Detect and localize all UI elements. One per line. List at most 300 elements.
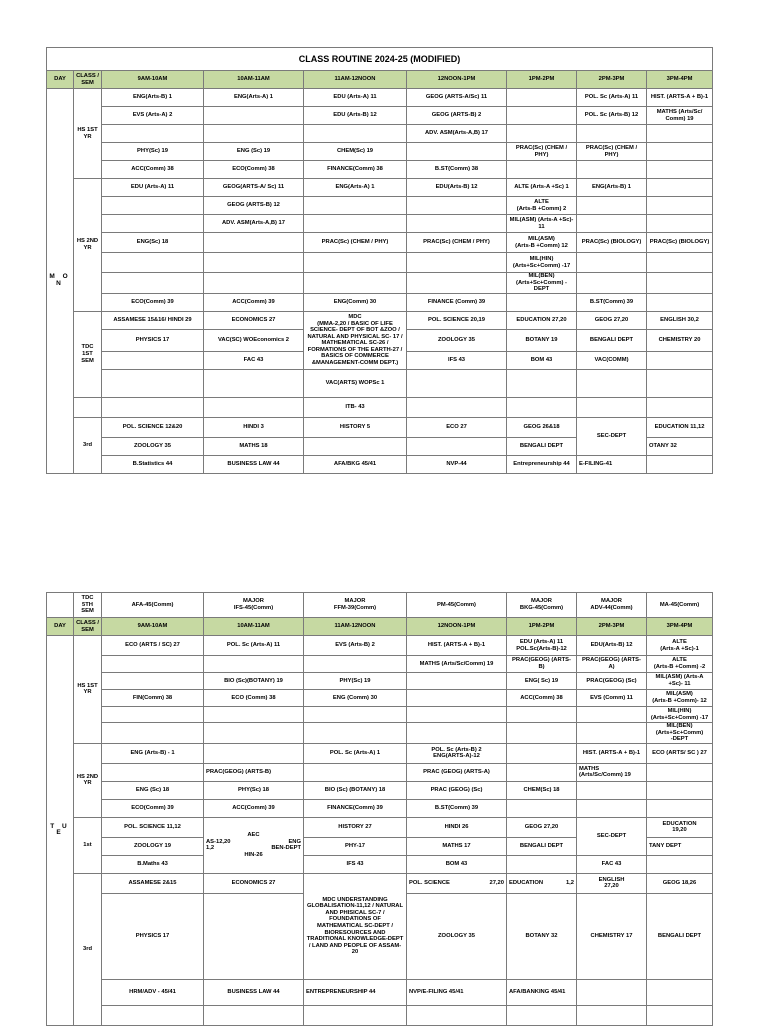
cell: PHY-17	[304, 837, 407, 855]
cell: PHYSICS 17	[102, 329, 204, 351]
cell	[577, 397, 647, 417]
cell: MAJOR BKG-45(Comm)	[507, 593, 577, 618]
cell: ENG(Arts-B) 1	[102, 89, 204, 107]
cell: MAJOR FFM-39(Comm)	[304, 593, 407, 618]
cell: IFS 43	[304, 855, 407, 873]
header-slot: 11AM-12NOON	[304, 618, 407, 636]
cell: FINANCE(Comm) 39	[304, 799, 407, 817]
table-row	[47, 636, 713, 656]
cell	[507, 397, 577, 417]
cell	[407, 723, 507, 744]
cell: ECO 27	[407, 417, 507, 437]
cell: EVS (Comm) 11	[577, 690, 647, 707]
cell	[102, 1005, 204, 1025]
cell	[304, 723, 407, 744]
cell: HIST. (ARTS-A + B)-1	[647, 89, 713, 107]
cell	[204, 369, 304, 397]
cell: AFA-45(Comm)	[102, 593, 204, 618]
header-day: DAY	[47, 71, 74, 89]
cell: FAC 43	[204, 351, 304, 369]
cell: ECONOMICS 27	[204, 311, 304, 329]
monday-routine-table	[46, 47, 713, 474]
cell	[577, 723, 647, 744]
cell	[204, 253, 304, 273]
cell: BENGALI DEPT	[507, 837, 577, 855]
cell: ZOOLOGY 35	[102, 437, 204, 455]
table-row	[47, 979, 713, 1005]
cell	[407, 143, 507, 161]
cell: MIL(ASM) (Arts-B +Comm)- 12	[647, 690, 713, 707]
table-row	[47, 143, 713, 161]
cell	[204, 893, 304, 979]
cell	[407, 873, 507, 893]
cell	[507, 707, 577, 723]
cell: ITB- 43	[304, 397, 407, 417]
cell: BUSINESS LAW 44	[204, 455, 304, 473]
cell: MATHS (Arts/Sc/Comm) 19	[577, 763, 647, 781]
cell	[507, 1005, 577, 1025]
cell: BUSINESS LAW 44	[204, 979, 304, 1005]
cell	[647, 293, 713, 311]
cell	[204, 273, 304, 294]
cell: MIL(ASM) (Arts-A +Sc)- 11	[507, 215, 577, 233]
cell: PRAC(Sc) (CHEM / PHY)	[304, 233, 407, 253]
cell: ECO(Comm) 39	[102, 799, 204, 817]
cell: ACC(Comm) 39	[204, 293, 304, 311]
class-label: TDC 5TH SEM	[74, 593, 102, 618]
cell: B.ST(Comm) 39	[407, 799, 507, 817]
cell: BENGALI DEPT	[577, 329, 647, 351]
header-slot: 1PM-2PM	[507, 71, 577, 89]
cell: MATHS (Arts/Sc/Comm) 19	[407, 656, 507, 673]
cell	[304, 1005, 407, 1025]
aec-value: HIN-26	[244, 851, 263, 858]
table-row	[47, 690, 713, 707]
cell	[74, 397, 102, 417]
table-row	[47, 417, 713, 437]
cell	[507, 743, 577, 763]
table-row	[47, 89, 713, 107]
cell: ACC(Comm) 38	[102, 161, 204, 179]
cell	[577, 799, 647, 817]
table-row	[47, 723, 713, 744]
cell: MIL(HIN) (Arts+Sc+Comm) -17	[647, 707, 713, 723]
table-row	[47, 656, 713, 673]
cell: MIL(ASM) (Arts-B +Comm) 12	[507, 233, 577, 253]
table-row	[47, 293, 713, 311]
cell	[577, 215, 647, 233]
table-row	[47, 161, 713, 179]
cell: PHYSICS 17	[102, 893, 204, 979]
table-row	[47, 273, 713, 294]
cell: ASSAMESE 2&15	[102, 873, 204, 893]
cell: PHY(Sc) 19	[304, 673, 407, 690]
cell: ALTE (Arts-A +Sc)-1	[647, 636, 713, 656]
cell: VAC(SC) WOEconomics 2	[204, 329, 304, 351]
cell-text: 27,20	[489, 879, 504, 886]
cell	[102, 763, 204, 781]
cell: BIO (Sc) (BOTANY) 18	[304, 781, 407, 799]
cell: ASSAMESE 15&16/ HINDI 29	[102, 311, 204, 329]
cell: EDU (Arts-A) 11 POL.Sc(Arts-B)-12	[507, 636, 577, 656]
table-row	[47, 763, 713, 781]
cell	[507, 293, 577, 311]
cell: POL. Sc (Arts-A) 11	[204, 636, 304, 656]
cell	[102, 351, 204, 369]
cell	[647, 179, 713, 197]
cell: FINANCE (Comm) 39	[407, 293, 507, 311]
cell: EDU (Arts-A) 11	[102, 179, 204, 197]
cell	[407, 690, 507, 707]
cell	[647, 143, 713, 161]
cell: IFS 43	[407, 351, 507, 369]
cell	[577, 369, 647, 397]
cell-text: 1,2	[565, 879, 574, 886]
cell: AFA/BANKING 45/41	[507, 979, 577, 1005]
cell	[577, 197, 647, 215]
table-row	[47, 197, 713, 215]
cell: ENG(Sc) 18	[102, 233, 204, 253]
header-slot: 10AM-11AM	[204, 71, 304, 89]
cell: VAC(ARTS) WOPSc 1	[304, 369, 407, 397]
class-label: 1st	[74, 817, 102, 873]
cell: MIL(BEN) (Arts+Sc+Comm) -DEPT	[507, 273, 577, 294]
cell	[647, 799, 713, 817]
cell	[577, 125, 647, 143]
cell	[204, 707, 304, 723]
cell: CHEM(Sc) 18	[507, 781, 577, 799]
cell: PRAC(Sc) (CHEM / PHY)	[577, 143, 647, 161]
table-row	[47, 215, 713, 233]
cell: ALTE (Arts-A +Sc) 1	[507, 179, 577, 197]
cell-text: POL. SCIENCE	[409, 879, 450, 886]
cell: GEOG (ARTS-B) 2	[407, 107, 507, 125]
table-row	[47, 369, 713, 397]
cell: VAC(COMM)	[577, 351, 647, 369]
cell	[204, 125, 304, 143]
cell: ALTE (Arts-B +Comm) 2	[507, 197, 577, 215]
cell: ENG (Arts-B) - 1	[102, 743, 204, 763]
cell: ENGLISH 27,20	[577, 873, 647, 893]
cell	[507, 873, 577, 893]
cell	[577, 707, 647, 723]
table-row	[47, 253, 713, 273]
cell	[204, 723, 304, 744]
cell	[507, 763, 577, 781]
cell	[507, 723, 577, 744]
header-slot: 12NOON-1PM	[407, 71, 507, 89]
cell	[647, 369, 713, 397]
cell	[507, 107, 577, 125]
page-title: CLASS ROUTINE 2024-25 (MODIFIED)	[47, 48, 713, 71]
cell: ENG (Comm) 30	[304, 690, 407, 707]
cell	[102, 397, 204, 417]
cell: POL. Sc (Arts-A) 11	[577, 89, 647, 107]
cell: POL. Sc (Arts-B) 12	[577, 107, 647, 125]
cell	[647, 197, 713, 215]
cell: ZOOLOGY 35	[407, 329, 507, 351]
cell	[577, 979, 647, 1005]
table-row	[47, 817, 713, 837]
cell: B.ST(Comm) 38	[407, 161, 507, 179]
cell: ENG(Comm) 30	[304, 293, 407, 311]
header-slot: 9AM-10AM	[102, 71, 204, 89]
cell: ECO(Comm) 39	[102, 293, 204, 311]
table-row	[47, 397, 713, 417]
cell	[647, 161, 713, 179]
cell: ZOOLOGY 35	[407, 893, 507, 979]
header-slot: 10AM-11AM	[204, 618, 304, 636]
header-day: DAY	[47, 618, 74, 636]
cell: MIL(ASM) (Arts-A +Sc)- 11	[647, 673, 713, 690]
cell	[407, 253, 507, 273]
aec-value: BEN-DEPT	[271, 845, 301, 852]
day-label: T U E	[47, 636, 74, 1026]
header-slot: 2PM-3PM	[577, 618, 647, 636]
table-row	[47, 673, 713, 690]
cell	[407, 437, 507, 455]
header-slot: 3PM-4PM	[647, 618, 713, 636]
cell	[102, 656, 204, 673]
cell: ENG(Arts-A) 1	[204, 89, 304, 107]
cell: ADV. ASM(Arts-A,B) 17	[204, 215, 304, 233]
cell: B.Maths 43	[102, 855, 204, 873]
cell: MATHS 18	[204, 437, 304, 455]
cell	[407, 197, 507, 215]
cell: ECO (Comm) 38	[204, 690, 304, 707]
cell: GEOG(ARTS-A/ Sc) 11	[204, 179, 304, 197]
cell: MAJOR IFS-45(Comm)	[204, 593, 304, 618]
cell: BENGALI DEPT	[647, 893, 713, 979]
cell: MIL(BEN) (Arts+Sc+Comm) -DEPT	[647, 723, 713, 744]
header-slot: 12NOON-1PM	[407, 618, 507, 636]
class-label: HS 1ST YR	[74, 89, 102, 179]
cell: EDU (Arts-A) 11	[304, 89, 407, 107]
cell	[407, 1005, 507, 1025]
cell: PRAC(GEOG) (Sc)	[577, 673, 647, 690]
cell: GEOG 26&18	[507, 417, 577, 437]
table-row	[47, 455, 713, 473]
cell: EVS (Arts-B) 2	[304, 636, 407, 656]
cell: EDUCATION 19,20	[647, 817, 713, 837]
cell: ENG(Arts-B) 1	[577, 179, 647, 197]
cell: BOTANY 32	[507, 893, 577, 979]
table-row	[47, 107, 713, 125]
cell: HRM/ADV - 45/41	[102, 979, 204, 1005]
cell	[304, 215, 407, 233]
cell	[204, 107, 304, 125]
class-label: HS 1ST YR	[74, 636, 102, 744]
cell: BIO (Sc)(BOTANY) 19	[204, 673, 304, 690]
cell: HISTORY 5	[304, 417, 407, 437]
cell	[647, 125, 713, 143]
cell	[304, 273, 407, 294]
aec-value: ENG	[288, 838, 301, 845]
cell	[102, 215, 204, 233]
cell	[204, 233, 304, 253]
cell	[507, 89, 577, 107]
table-row	[47, 873, 713, 893]
cell: ENG( Sc) 19	[507, 673, 577, 690]
cell	[507, 125, 577, 143]
header-slot: 2PM-3PM	[577, 71, 647, 89]
cell: EDU(Arts-B) 12	[577, 636, 647, 656]
mdc-cell: MDC UNDERSTANDING GLOBALISATION-11,12 / NATURAL AND PHISICAL SC-7 / FOUNDATIONS OF MATHEMATICAL SC-DEPT / BIORESOURCES AND TRADITIONAL KNOWLEDGE-DEPT / LAND AND PEOPLE OF ASSAM-20	[304, 873, 407, 979]
cell: POL. Sc (Arts-A) 1	[304, 743, 407, 763]
header-class: CLASS / SEM	[74, 71, 102, 89]
cell	[47, 593, 74, 618]
cell: BOTANY 19	[507, 329, 577, 351]
cell: EDUCATION 11,12	[647, 417, 713, 437]
cell: FINANCE(Comm) 38	[304, 161, 407, 179]
cell: ECO(Comm) 38	[204, 161, 304, 179]
cell	[102, 125, 204, 143]
cell: ACC(Comm) 39	[204, 799, 304, 817]
cell: POL. SCIENCE 12&20	[102, 417, 204, 437]
class-label: 3rd	[74, 417, 102, 473]
table-row	[47, 311, 713, 329]
cell	[102, 253, 204, 273]
tuesday-routine-table	[46, 592, 713, 1026]
cell: B.ST(Comm) 39	[577, 293, 647, 311]
cell	[407, 707, 507, 723]
cell: GEOG 27,20	[577, 311, 647, 329]
cell: SEC-DEPT	[577, 817, 647, 855]
cell	[102, 723, 204, 744]
table-row	[47, 781, 713, 799]
cell: PRAC (GEOG) (Sc)	[407, 781, 507, 799]
cell	[204, 743, 304, 763]
cell	[102, 673, 204, 690]
table-row	[47, 233, 713, 253]
cell	[647, 763, 713, 781]
header-slot: 9AM-10AM	[102, 618, 204, 636]
cell	[507, 161, 577, 179]
header-slot: 3PM-4PM	[647, 71, 713, 89]
day-label: M O N	[47, 89, 74, 474]
cell: GEOG 18,26	[647, 873, 713, 893]
cell	[304, 197, 407, 215]
cell: ALTE (Arts-B +Comm) -2	[647, 656, 713, 673]
cell: PM-45(Comm)	[407, 593, 507, 618]
cell: ADV. ASM(Arts-A,B) 17	[407, 125, 507, 143]
cell	[407, 369, 507, 397]
cell: PRAC(GEOG) (ARTS-B)	[507, 656, 577, 673]
cell: E-FILING-41	[577, 455, 647, 473]
cell: PRAC(Sc) (BIOLOGY)	[577, 233, 647, 253]
cell	[647, 1005, 713, 1025]
table-row	[47, 743, 713, 763]
cell	[304, 125, 407, 143]
cell: PRAC(Sc) (BIOLOGY)	[647, 233, 713, 253]
cell	[407, 397, 507, 417]
cell: PRAC(GEOG) (ARTS-B)	[204, 763, 304, 781]
cell: PRAC(Sc) (CHEM / PHY)	[407, 233, 507, 253]
cell: HIST. (ARTS-A + B)-1	[407, 636, 507, 656]
table-row	[47, 125, 713, 143]
tdc5-row	[47, 593, 713, 618]
cell: ENG (Sc) 19	[204, 143, 304, 161]
class-label: HS 2ND YR	[74, 179, 102, 312]
cell	[647, 855, 713, 873]
cell: Entrepreneurship 44	[507, 455, 577, 473]
mdc-cell: MDC (MMA-2,20 / BASIC OF LIFE SCIENCE- DEPT OF BOT &ZOO / NATURAL AND PHYSICAL SC- 17 / MATHEMATICAL SC-26 / FORMATIONS OF THE EARTH-27 / BASICS OF COMMERCE &MANAGEMENT-COMM DEPT.)	[304, 311, 407, 369]
cell: CHEMISTRY 20	[647, 329, 713, 351]
cell: HINDI 26	[407, 817, 507, 837]
cell: HINDI 3	[204, 417, 304, 437]
cell: B.Statistics 44	[102, 455, 204, 473]
cell	[647, 215, 713, 233]
cell	[304, 656, 407, 673]
class-label: HS 2ND YR	[74, 743, 102, 817]
class-label: TDC 1ST SEM	[74, 311, 102, 397]
cell	[304, 253, 407, 273]
cell: OTANY 32	[647, 437, 713, 455]
cell	[647, 351, 713, 369]
cell: POL. SCIENCE 11,12	[102, 817, 204, 837]
cell-text: EDUCATION	[509, 879, 544, 886]
cell	[102, 707, 204, 723]
cell	[304, 707, 407, 723]
cell	[204, 656, 304, 673]
cell: ENTREPRENEURSHIP 44	[304, 979, 407, 1005]
cell: HISTORY 27	[304, 817, 407, 837]
aec-cell	[204, 817, 304, 873]
cell: CHEM(Sc) 19	[304, 143, 407, 161]
cell: ECO (ARTS/ SC ) 27	[647, 743, 713, 763]
cell	[647, 979, 713, 1005]
aec-value: AS-12,20	[206, 838, 231, 845]
cell	[577, 161, 647, 179]
cell: POL. Sc (Arts-B) 2 ENG(ARTS-A)-12	[407, 743, 507, 763]
header-class: CLASS / SEM	[74, 618, 102, 636]
cell: ECONOMICS 27	[204, 873, 304, 893]
cell: NVP-44	[407, 455, 507, 473]
class-label: 3rd	[74, 873, 102, 1025]
cell: BOM 43	[507, 351, 577, 369]
header-row	[47, 71, 713, 89]
cell	[647, 273, 713, 294]
cell: EDU(Arts-B) 12	[407, 179, 507, 197]
cell: BOM 43	[407, 855, 507, 873]
table-row	[47, 1005, 713, 1025]
cell	[102, 369, 204, 397]
cell	[577, 781, 647, 799]
cell	[647, 781, 713, 799]
cell: MATHS (Arts/Sc/ Comm) 19	[647, 107, 713, 125]
cell: GEOG (ARTS-B) 12	[204, 197, 304, 215]
aec-value: 1,2	[206, 845, 215, 852]
cell: PHY(Sc) 19	[102, 143, 204, 161]
cell: CHEMISTRY 17	[577, 893, 647, 979]
header-slot: 11AM-12NOON	[304, 71, 407, 89]
table-row	[47, 855, 713, 873]
cell: ENG(Arts-A) 1	[304, 179, 407, 197]
table-row	[47, 799, 713, 817]
cell	[304, 437, 407, 455]
cell	[577, 253, 647, 273]
cell	[507, 855, 577, 873]
cell	[507, 799, 577, 817]
cell: MA-45(Comm)	[647, 593, 713, 618]
cell: ZOOLOGY 19	[102, 837, 204, 855]
cell	[204, 397, 304, 417]
cell: GEOG 27,20	[507, 817, 577, 837]
cell: FIN(Comm) 38	[102, 690, 204, 707]
cell	[407, 215, 507, 233]
aec-line	[204, 845, 303, 852]
cell: EDU (Arts-B) 12	[304, 107, 407, 125]
